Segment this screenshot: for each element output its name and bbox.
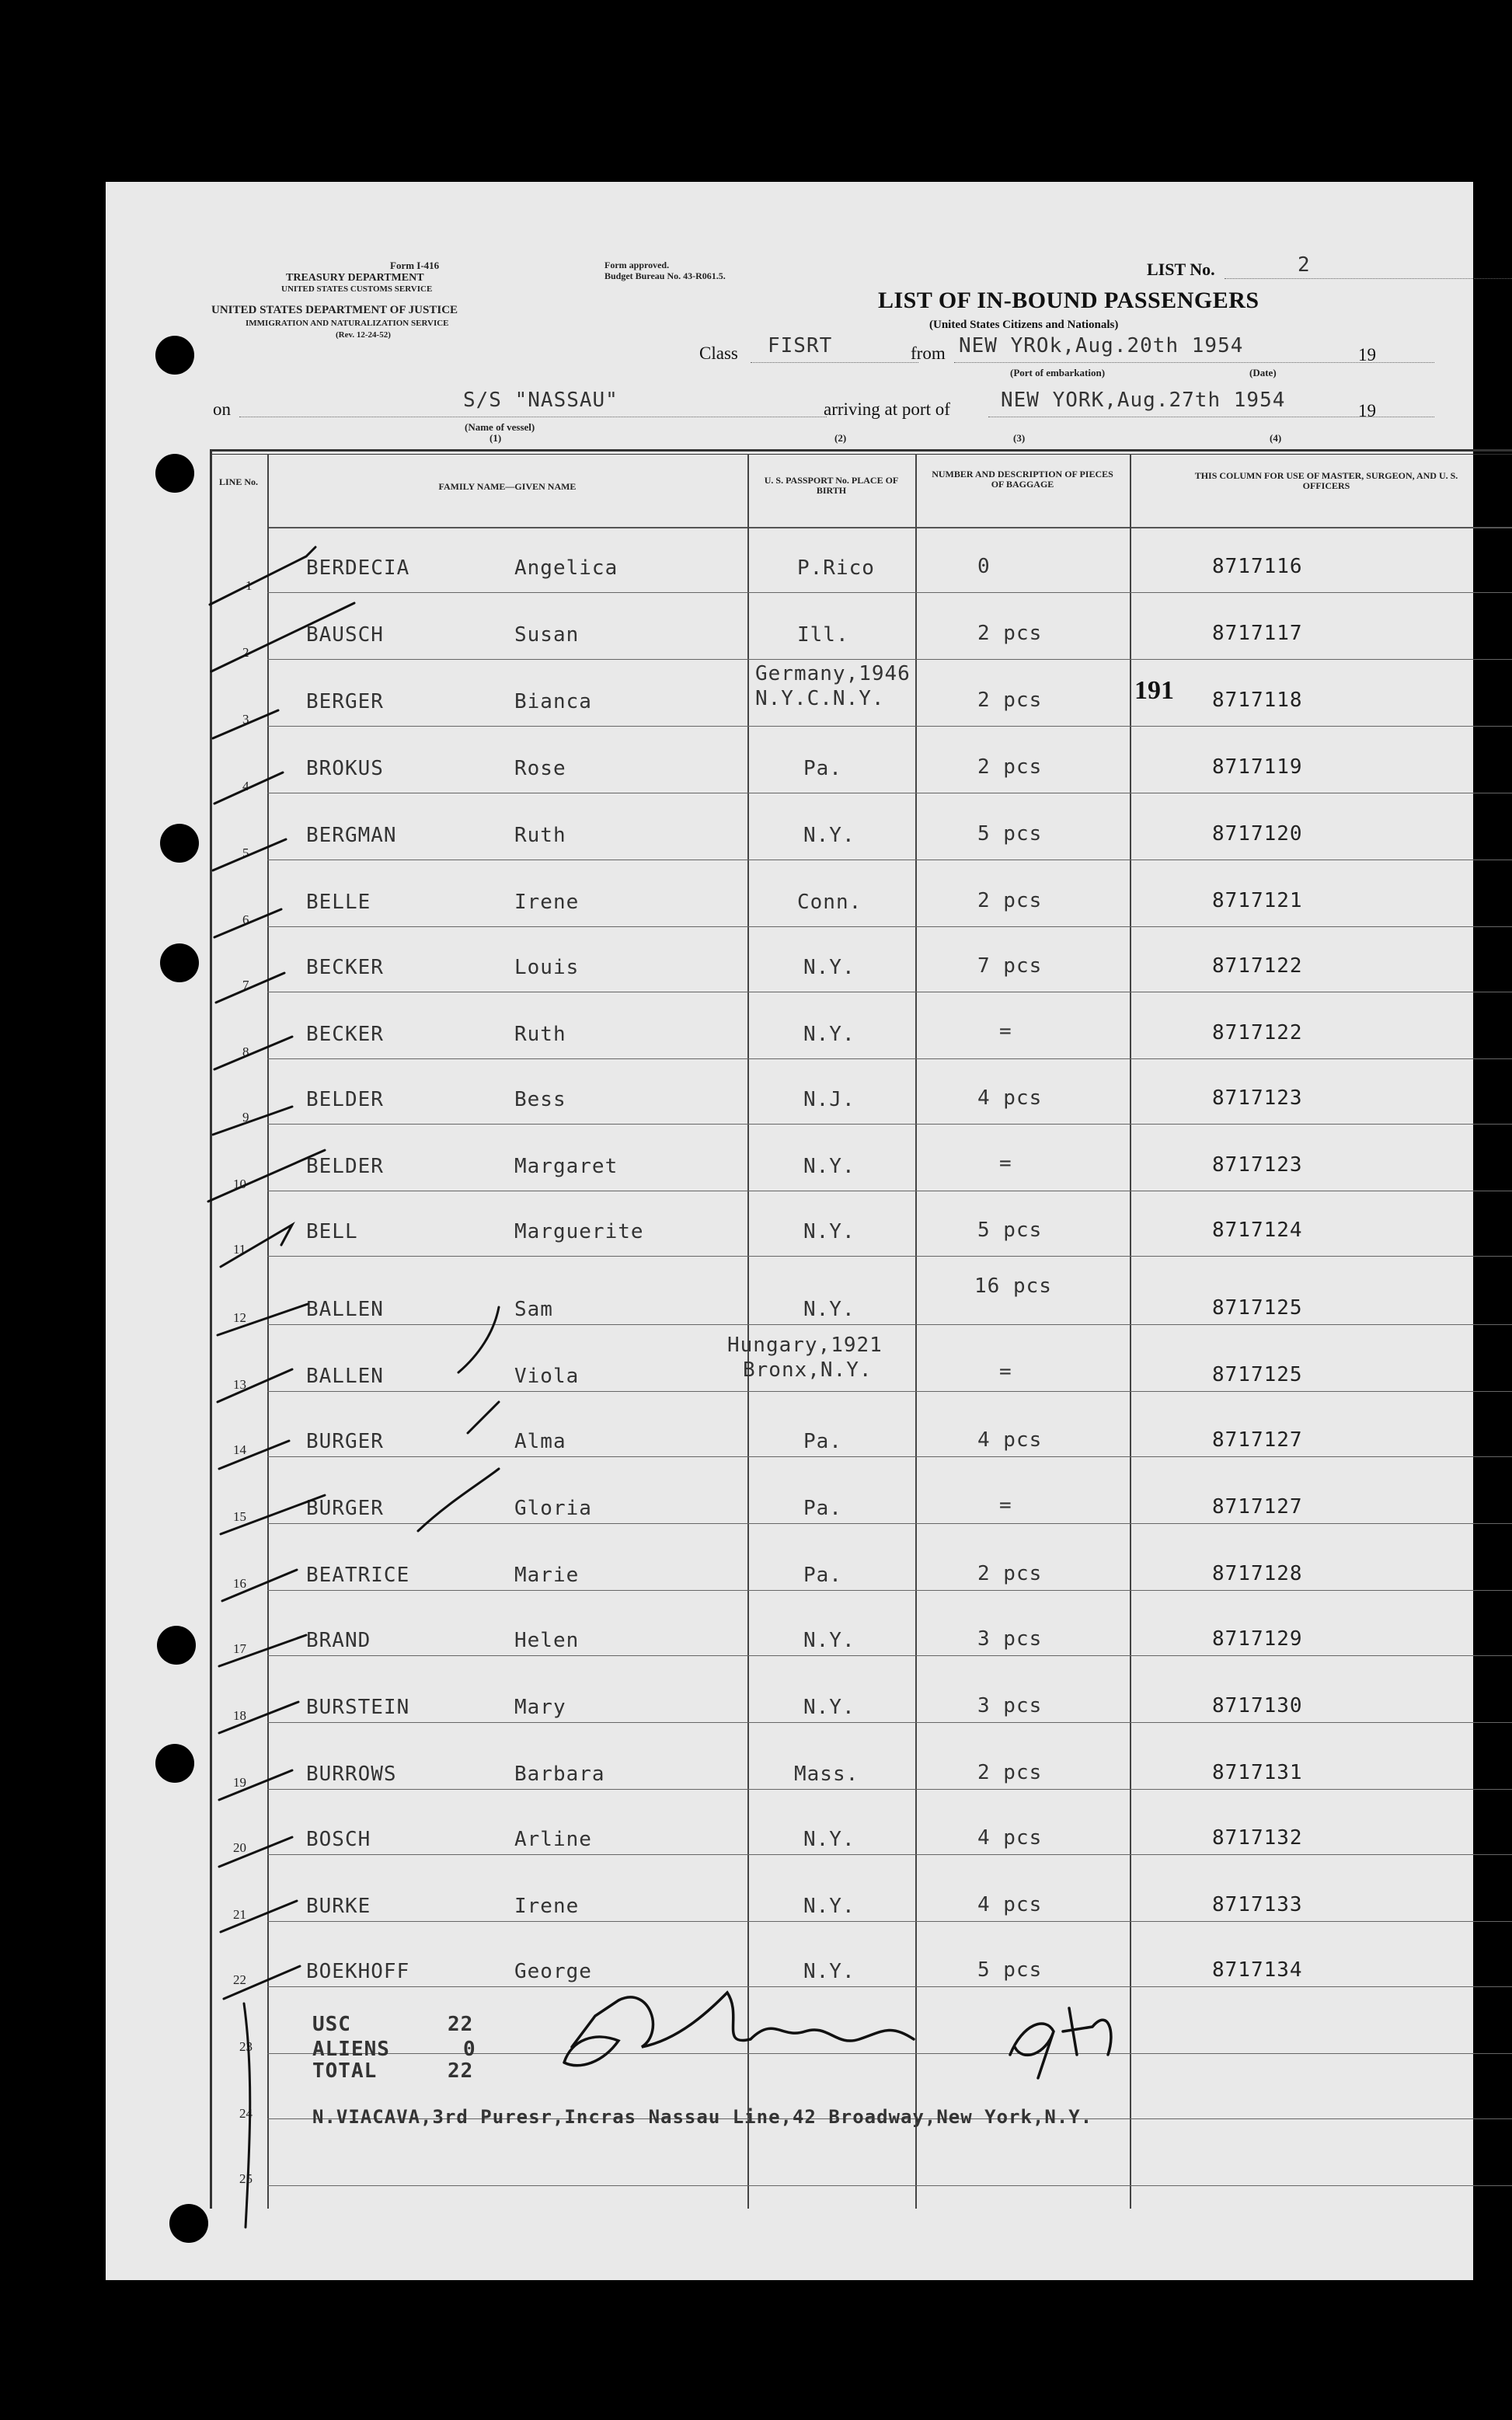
line-number: 25 — [239, 2171, 253, 2186]
family-name: BURKE — [306, 1895, 371, 1918]
family-name: BURGER — [306, 1497, 384, 1520]
given-name: Louis — [514, 956, 580, 979]
family-name: BOSCH — [306, 1828, 371, 1851]
family-name: BELLE — [306, 891, 371, 914]
line-number: 1 — [246, 578, 253, 593]
from-label: from — [911, 343, 946, 363]
officer-number: 8717129 — [1212, 1627, 1303, 1651]
signature-scrawl — [564, 1993, 1111, 2078]
given-name: Alma — [514, 1430, 566, 1453]
total-count: 22 — [448, 2059, 474, 2083]
place-of-birth: Pa. — [803, 1564, 842, 1587]
date-caption: (Date) — [1249, 367, 1277, 378]
justice-dept: UNITED STATES DEPARTMENT OF JUSTICE — [211, 304, 458, 316]
officer-number: 8717122 — [1212, 954, 1303, 978]
baggage: 4 pcs — [977, 1826, 1043, 1850]
class-label: Class — [699, 343, 738, 363]
col1-number: (1) — [489, 432, 502, 444]
family-name: BELDER — [306, 1155, 384, 1178]
line-number: 22 — [233, 1972, 246, 1987]
on-label: on — [213, 399, 231, 419]
line-number: 14 — [233, 1442, 246, 1457]
baggage: 5 pcs — [977, 1958, 1043, 1982]
baggage-ditto: = — [999, 1020, 1012, 1043]
baggage: 16 pcs — [974, 1275, 1052, 1298]
line-number: 3 — [242, 712, 249, 727]
officer-number: 8717125 — [1212, 1296, 1303, 1320]
col3-number: (3) — [1013, 432, 1026, 444]
officer-number: 8717132 — [1212, 1826, 1303, 1850]
place-of-birth: Pa. — [803, 1430, 842, 1453]
ins-service: IMMIGRATION AND NATURALIZATION SERVICE — [246, 319, 449, 328]
place-of-birth: N.Y. — [803, 1696, 855, 1719]
baggage: 2 pcs — [977, 1562, 1043, 1585]
baggage: 4 pcs — [977, 1428, 1043, 1452]
revision-date: (Rev. 12-24-52) — [336, 330, 391, 340]
place-of-birth: N.Y. — [803, 1023, 855, 1046]
place-of-birth: N.Y. — [803, 1960, 855, 1983]
line-number: 21 — [233, 1907, 246, 1922]
line-number: 9 — [242, 1110, 249, 1125]
family-name: BURROWS — [306, 1763, 397, 1786]
family-name: BELL — [306, 1220, 358, 1243]
baggage: 2 pcs — [977, 755, 1043, 779]
place-of-birth: Conn. — [797, 891, 862, 914]
place-of-birth-line1: Hungary,1921 — [727, 1334, 883, 1357]
baggage-ditto: = — [999, 1360, 1012, 1383]
given-name: Bianca — [514, 690, 592, 713]
place-of-birth: Ill. — [797, 623, 849, 647]
year-suffix-1: 19 — [1358, 345, 1376, 364]
aliens-count: 0 — [463, 2038, 476, 2061]
family-name: BERGER — [306, 690, 384, 713]
officer-number: 8717116 — [1212, 555, 1303, 578]
col2-number: (2) — [834, 432, 847, 444]
port-of-embarkation: NEW YROk,Aug.20th 1954 — [959, 334, 1244, 357]
place-of-birth: N.Y. — [803, 824, 855, 847]
place-of-birth: N.Y. — [803, 1629, 855, 1652]
line-number: 13 — [233, 1377, 246, 1392]
col-header-name: FAMILY NAME—GIVEN NAME — [438, 481, 577, 492]
officer-number: 8717127 — [1212, 1495, 1303, 1519]
list-number-label: LIST No. — [1147, 260, 1215, 279]
baggage: 2 pcs — [977, 689, 1043, 712]
baggage: 2 pcs — [977, 622, 1043, 645]
given-name: Barbara — [514, 1763, 605, 1786]
place-of-birth-line2: Bronx,N.Y. — [743, 1358, 873, 1382]
given-name: Susan — [514, 623, 580, 647]
given-name: Bess — [514, 1088, 566, 1111]
family-name: BAUSCH — [306, 623, 384, 647]
port-of-arrival: NEW YORK,Aug.27th 1954 — [1001, 389, 1286, 412]
place-of-birth-line1: Germany,1946 — [755, 662, 911, 685]
list-number-value: 2 — [1298, 253, 1311, 277]
line-number: 6 — [242, 912, 249, 927]
passenger-manifest-page — [106, 182, 1473, 2280]
line-number: 5 — [242, 846, 249, 860]
place-of-birth: N.J. — [803, 1088, 855, 1111]
col-header-passport: U. S. PASSPORT No. PLACE OF BIRTH — [764, 475, 899, 496]
col-header-line: LINE No. — [218, 476, 258, 487]
family-name: BERGMAN — [306, 824, 397, 847]
budget-bureau: Budget Bureau No. 43-R061.5. — [604, 270, 726, 281]
line-number: 15 — [233, 1509, 246, 1524]
officer-number: 8717118 — [1212, 689, 1303, 712]
vessel-name: S/S "NASSAU" — [463, 389, 618, 412]
place-of-birth: P.Rico — [797, 556, 875, 580]
baggage: 4 pcs — [977, 1893, 1043, 1916]
customs-service: UNITED STATES CUSTOMS SERVICE — [281, 284, 433, 294]
form-number: Form I-416 — [390, 260, 440, 271]
usc-label: USC — [312, 2013, 351, 2036]
officer-number: 8717123 — [1212, 1153, 1303, 1177]
given-name: Gloria — [514, 1497, 592, 1520]
given-name: Sam — [514, 1298, 553, 1321]
family-name: BURSTEIN — [306, 1696, 410, 1719]
baggage-ditto: = — [999, 1152, 1012, 1175]
place-of-birth: Mass. — [794, 1763, 859, 1786]
baggage-ditto: = — [999, 1494, 1012, 1517]
given-name: Margaret — [514, 1155, 618, 1178]
treasury-dept: TREASURY DEPARTMENT — [286, 272, 424, 284]
place-of-birth: N.Y. — [803, 1895, 855, 1918]
baggage: 3 pcs — [977, 1694, 1043, 1717]
baggage: 5 pcs — [977, 822, 1043, 846]
page-subtitle: (United States Citizens and Nationals) — [929, 319, 1119, 331]
given-name: Mary — [514, 1696, 566, 1719]
officer-number: 8717122 — [1212, 1021, 1303, 1044]
family-name: BURGER — [306, 1430, 384, 1453]
officer-number: 8717125 — [1212, 1363, 1303, 1386]
place-of-birth: Pa. — [803, 1497, 842, 1520]
line-number: 7 — [242, 978, 249, 992]
class-value: FISRT — [768, 334, 833, 357]
given-name: Ruth — [514, 1023, 566, 1046]
officer-number: 8717119 — [1212, 755, 1303, 779]
form-approved: Form approved. — [604, 260, 670, 270]
baggage: 3 pcs — [977, 1627, 1043, 1651]
col4-number: (4) — [1270, 432, 1282, 444]
place-of-birth: N.Y. — [803, 1155, 855, 1178]
officer-number: 8717124 — [1212, 1219, 1303, 1242]
line-number: 4 — [242, 779, 249, 793]
baggage: 0 — [977, 555, 991, 578]
family-name: BERDECIA — [306, 556, 410, 580]
vessel-caption: (Name of vessel) — [465, 421, 535, 433]
handwritten-note: 191 — [1134, 676, 1174, 705]
officer-number: 8717117 — [1212, 622, 1303, 645]
officer-number: 8717121 — [1212, 889, 1303, 912]
given-name: Ruth — [514, 824, 566, 847]
officer-number: 8717133 — [1212, 1893, 1303, 1916]
baggage: 7 pcs — [977, 954, 1043, 978]
given-name: Rose — [514, 757, 566, 780]
line-number: 2 — [242, 645, 249, 660]
page-title: LIST OF IN-BOUND PASSENGERS — [878, 288, 1259, 313]
family-name: BALLEN — [306, 1365, 384, 1388]
line-number: 12 — [233, 1310, 246, 1325]
given-name: Irene — [514, 1895, 580, 1918]
line-number: 8 — [242, 1044, 249, 1059]
given-name: Viola — [514, 1365, 580, 1388]
line-number: 18 — [233, 1708, 246, 1723]
aliens-label: ALIENS — [312, 2038, 390, 2061]
purser-line: N.VIACAVA,3rd Puresr,Incras Nassau Line,42 Broadway,New York,N.Y. — [312, 2106, 1093, 2128]
given-name: Marie — [514, 1564, 580, 1587]
officer-number: 8717120 — [1212, 822, 1303, 846]
col-header-officers: THIS COLUMN FOR USE OF MASTER, SURGEON, AND U. S. OFFICERS — [1194, 470, 1458, 491]
line-number: 16 — [233, 1576, 246, 1591]
place-of-birth: N.Y. — [803, 1828, 855, 1851]
given-name: Irene — [514, 891, 580, 914]
family-name: BOEKHOFF — [306, 1960, 410, 1983]
officer-number: 8717128 — [1212, 1562, 1303, 1585]
total-label: TOTAL — [312, 2059, 378, 2083]
family-name: BEATRICE — [306, 1564, 410, 1587]
family-name: BRAND — [306, 1629, 371, 1652]
family-name: BALLEN — [306, 1298, 384, 1321]
baggage: 2 pcs — [977, 1761, 1043, 1784]
port-embarkation-caption: (Port of embarkation) — [1010, 367, 1106, 378]
family-name: BELDER — [306, 1088, 384, 1111]
line-number: 20 — [233, 1840, 246, 1855]
officer-number: 8717134 — [1212, 1958, 1303, 1982]
col-header-baggage: NUMBER AND DESCRIPTION OF PIECES OF BAGGAGE — [932, 469, 1113, 490]
line-number: 10 — [233, 1177, 246, 1191]
family-name: BROKUS — [306, 757, 384, 780]
place-of-birth-line2: N.Y.C.N.Y. — [755, 687, 885, 710]
place-of-birth: Pa. — [803, 757, 842, 780]
line-number: 23 — [239, 2039, 253, 2054]
line-number: 11 — [233, 1242, 246, 1257]
place-of-birth: N.Y. — [803, 956, 855, 979]
baggage: 4 pcs — [977, 1086, 1043, 1110]
year-suffix-2: 19 — [1358, 401, 1376, 420]
given-name: Angelica — [514, 556, 618, 580]
handwritten-check-marks — [106, 182, 1473, 2280]
place-of-birth: N.Y. — [803, 1220, 855, 1243]
line-number: 17 — [233, 1641, 246, 1656]
officer-number: 8717130 — [1212, 1694, 1303, 1717]
officer-number: 8717127 — [1212, 1428, 1303, 1452]
given-name: George — [514, 1960, 592, 1983]
officer-number: 8717131 — [1212, 1761, 1303, 1784]
given-name: Arline — [514, 1828, 592, 1851]
place-of-birth: N.Y. — [803, 1298, 855, 1321]
family-name: BECKER — [306, 956, 384, 979]
given-name: Helen — [514, 1629, 580, 1652]
family-name: BECKER — [306, 1023, 384, 1046]
baggage: 5 pcs — [977, 1219, 1043, 1242]
line-number: 24 — [239, 2106, 253, 2121]
line-number: 19 — [233, 1775, 246, 1790]
baggage: 2 pcs — [977, 889, 1043, 912]
officer-number: 8717123 — [1212, 1086, 1303, 1110]
arriving-label: arriving at port of — [824, 399, 950, 419]
usc-count: 22 — [448, 2013, 474, 2036]
given-name: Marguerite — [514, 1220, 644, 1243]
